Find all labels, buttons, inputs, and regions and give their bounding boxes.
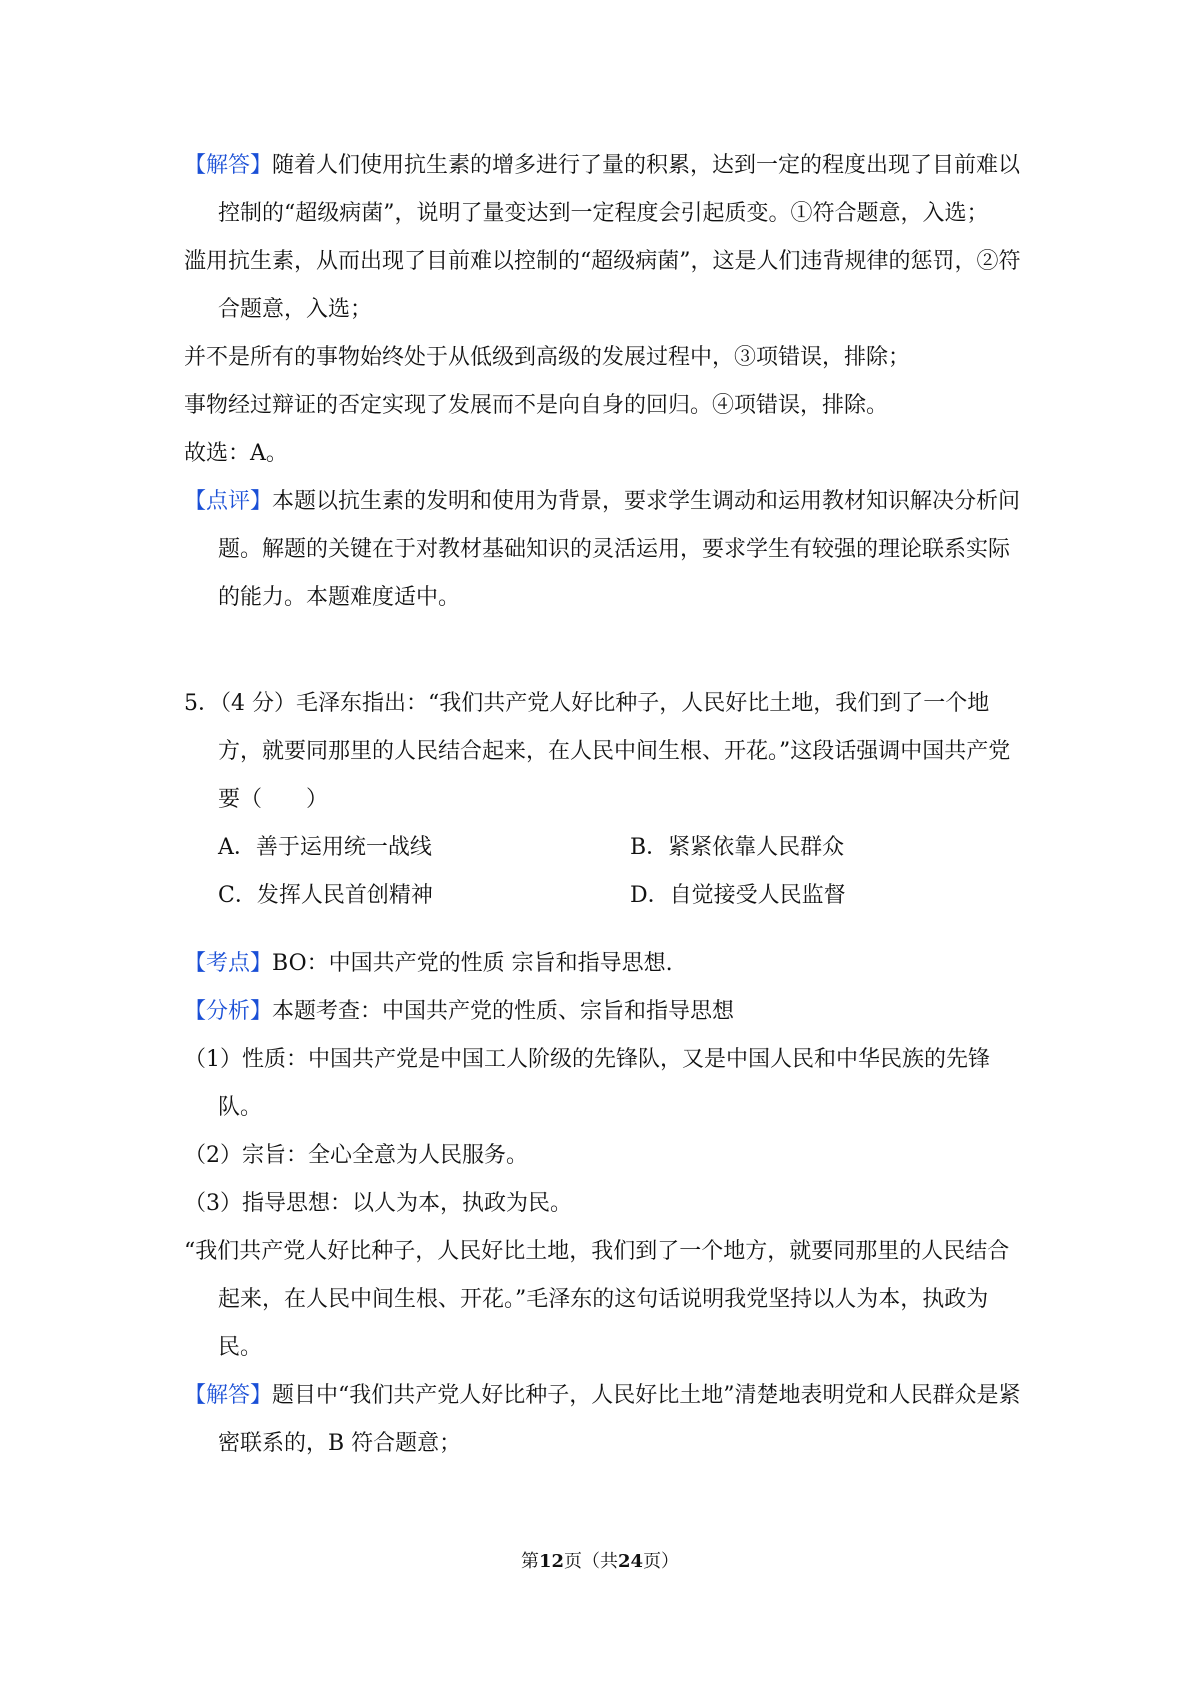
paragraph-3: 并不是所有的事物始终处于从低级到高级的发展过程中，③项错误，排除； xyxy=(184,345,911,370)
paragraph-5: 故选：A。 xyxy=(184,441,288,466)
analysis-item-1: （1）性质：中国共产党是中国工人阶级的先锋队，又是中国人民和中华民族的先锋队。 xyxy=(184,1047,990,1120)
document-body xyxy=(184,142,1026,1468)
point-text: BO：中国共产党的性质 宗旨和指导思想. xyxy=(272,951,673,976)
answer-tag-2: 【解答】 xyxy=(184,1383,273,1408)
answer-text-2: 题目中“我们共产党人好比种子，人民好比土地”清楚地表明党和人民群众是紧密联系的，B 符合题意； xyxy=(218,1383,1021,1456)
answer-paragraph-2 xyxy=(184,1372,1026,1468)
question-5-options xyxy=(218,824,1026,920)
analysis-item-2: （2）宗旨：全心全意为人民服务。 xyxy=(184,1143,528,1168)
footer-middle: 页（共 xyxy=(564,1551,618,1572)
options-row-2 xyxy=(218,872,1026,920)
footer-total-pages: 24 xyxy=(618,1551,644,1572)
review-text-1: 本题以抗生素的发明和使用为背景，要求学生调动和运用教材知识解决分析问题。解题的关键在于对教材基础知识的灵活运用，要求学生有较强的理论联系实际的能力。本题难度适中。 xyxy=(218,489,1021,610)
footer-page-number: 12 xyxy=(538,1551,564,1572)
footer-suffix: 页） xyxy=(643,1551,680,1572)
paragraph-2: 滥用抗生素，从而出现了目前难以控制的“超级病菌”，这是人们违背规律的惩罚，②符合题意，入选； xyxy=(184,249,1021,322)
analysis-tag: 【分析】 xyxy=(184,999,273,1024)
point-paragraph xyxy=(184,940,1026,988)
answer-paragraph-1 xyxy=(184,142,1026,238)
option-d: D．自觉接受人民监督 xyxy=(630,883,846,908)
answer-tag: 【解答】 xyxy=(184,153,273,178)
answer-text-1: 随着人们使用抗生素的增多进行了量的积累，达到一定的程度出现了目前难以控制的“超级病菌”，说明了量变达到一定程度会引起质变。①符合题意，入选； xyxy=(218,153,1021,226)
question-5-stem: 5．（4 分）毛泽东指出：“我们共产党人好比种子，人民好比土地，我们到了一个地方，就要同那里的人民结合起来，在人民中间生根、开花。”这段话强调中国共产党要（ ） xyxy=(184,691,1011,812)
spacer xyxy=(184,920,1026,940)
option-a: A．善于运用统一战线 xyxy=(218,835,432,860)
analysis-quote-paragraph: “我们共产党人好比种子，人民好比土地，我们到了一个地方，就要同那里的人民结合起来，在人民中间生根、开花。”毛泽东的这句话说明我党坚持以人为本，执政为民。 xyxy=(184,1239,1010,1360)
options-row-1 xyxy=(218,824,1026,872)
footer-prefix: 第 xyxy=(520,1551,539,1572)
spacer xyxy=(184,622,1026,680)
option-b: B．紧紧依靠人民群众 xyxy=(630,835,845,860)
analysis-paragraph xyxy=(184,988,1026,1036)
review-paragraph-1 xyxy=(184,478,1026,622)
analysis-item-3: （3）指导思想：以人为本，执政为民。 xyxy=(184,1191,572,1216)
review-tag: 【点评】 xyxy=(184,489,273,514)
analysis-text: 本题考查：中国共产党的性质、宗旨和指导思想 xyxy=(272,999,735,1024)
point-tag: 【考点】 xyxy=(184,951,273,976)
page-footer xyxy=(0,1550,1200,1574)
option-c: C．发挥人民首创精神 xyxy=(218,883,433,908)
paragraph-4: 事物经过辩证的否定实现了发展而不是向自身的回归。④项错误，排除。 xyxy=(184,393,889,418)
